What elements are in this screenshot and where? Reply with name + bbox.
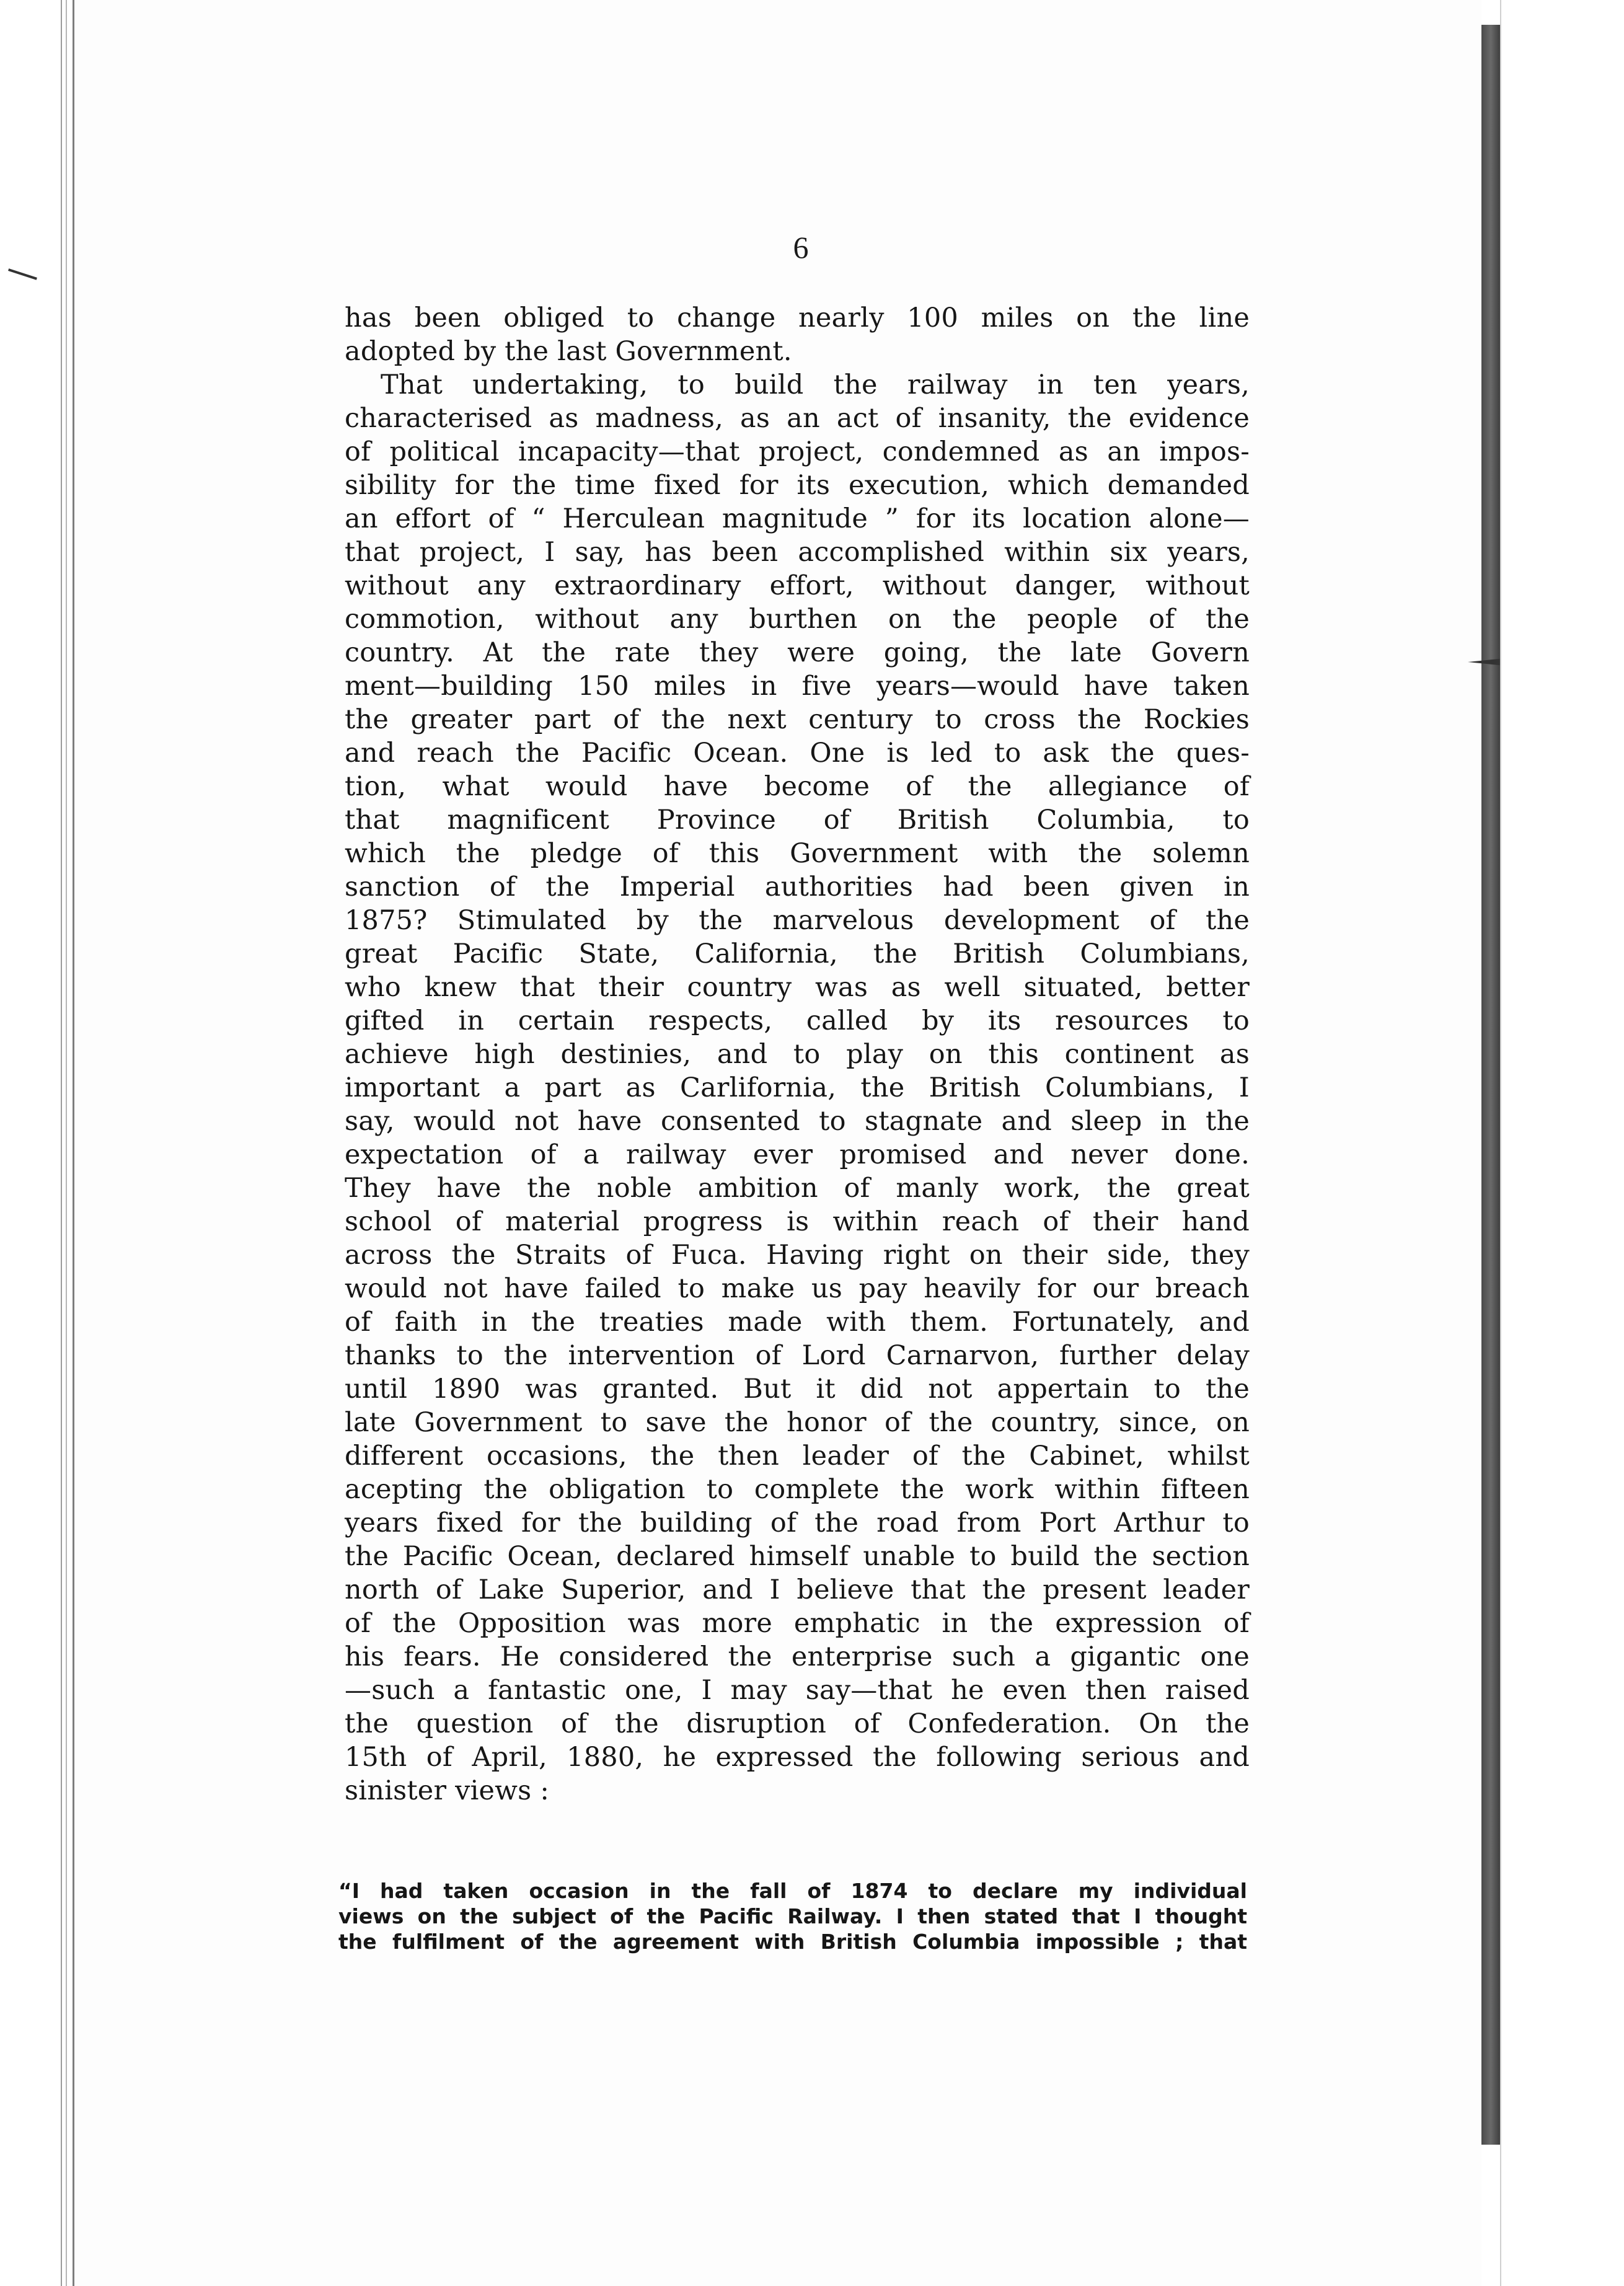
quote-line: the fulfilment of the agreement with British Columbia impossible ; that bbox=[338, 1930, 1247, 1954]
text-line: north of Lake Superior, and I believe that the present leader bbox=[345, 1574, 1250, 1605]
text-line: sibility for the time fixed for its execution, which demanded bbox=[345, 470, 1250, 501]
text-line: thanks to the intervention of Lord Carnarvon, further delay bbox=[345, 1340, 1250, 1371]
text-line: acepting the obligation to complete the work within fifteen bbox=[345, 1474, 1250, 1505]
text-line: and reach the Pacific Ocean. One is led to ask the ques- bbox=[345, 738, 1250, 769]
body-text bbox=[345, 301, 1250, 1807]
quote-line: views on the subject of the Pacific Railway. I then stated that I thought bbox=[338, 1904, 1247, 1928]
text-line: the question of the disruption of Confederation. On the bbox=[345, 1708, 1250, 1739]
text-line: commotion, without any burthen on the people of the bbox=[345, 604, 1250, 635]
text-line: of faith in the treaties made with them. Fortunately, and bbox=[345, 1307, 1250, 1338]
text-line: an effort of “ Herculean magnitude ” for its location alone— bbox=[345, 503, 1250, 534]
binding-gutter bbox=[1481, 25, 1500, 2145]
text-line: —such a fantastic one, I may say—that he even then raised bbox=[345, 1675, 1250, 1706]
text-line: That undertaking, to build the railway in ten years, bbox=[381, 369, 1250, 400]
text-line: that project, I say, has been accomplished within six years, bbox=[345, 537, 1250, 568]
text-line: important a part as Carlifornia, the British Columbians, I bbox=[345, 1072, 1250, 1103]
text-line: sinister views : bbox=[345, 1775, 550, 1806]
text-line: gifted in certain respects, called by its resources to bbox=[345, 1005, 1250, 1036]
text-line: characterised as madness, as an act of insanity, the evidence bbox=[345, 403, 1250, 434]
text-line: without any extraordinary effort, without danger, without bbox=[345, 570, 1250, 601]
text-line: say, would not have consented to stagnate and sleep in the bbox=[345, 1106, 1250, 1137]
quotation-text bbox=[338, 1878, 1247, 1954]
text-line: would not have failed to make us pay heavily for our breach bbox=[345, 1273, 1250, 1304]
text-line: expectation of a railway ever promised and never done. bbox=[345, 1139, 1250, 1170]
text-line: that magnificent Province of British Columbia, to bbox=[345, 805, 1250, 836]
text-line: of the Opposition was more emphatic in the expression of bbox=[345, 1608, 1250, 1639]
text-line: who knew that their country was as well situated, better bbox=[345, 972, 1250, 1003]
text-line: great Pacific State, California, the British Columbians, bbox=[345, 938, 1250, 969]
text-line: the greater part of the next century to cross the Rockies bbox=[345, 704, 1250, 735]
text-line: 15th of April, 1880, he expressed the following serious and bbox=[345, 1742, 1250, 1773]
text-line: which the pledge of this Government with the solemn bbox=[345, 838, 1250, 869]
scan-margin-mark bbox=[5, 268, 37, 289]
text-line: across the Straits of Fuca. Having right on their side, they bbox=[345, 1240, 1250, 1271]
text-line: achieve high destinies, and to play on this continent as bbox=[345, 1039, 1250, 1070]
adjacent-page-edge bbox=[1500, 0, 1624, 2286]
text-line: years fixed for the building of the road from Port Arthur to bbox=[345, 1507, 1250, 1538]
quote-line: “I had taken occasion in the fall of 1874 to declare my individual bbox=[338, 1879, 1247, 1903]
text-line: until 1890 was granted. But it did not appertain to the bbox=[345, 1374, 1250, 1405]
text-line: ment—building 150 miles in five years—would have taken bbox=[345, 671, 1250, 702]
text-line: late Government to save the honor of the country, since, on bbox=[345, 1407, 1250, 1438]
left-page-edges bbox=[61, 0, 74, 2286]
text-line: tion, what would have become of the allegiance of bbox=[345, 771, 1250, 802]
text-line: school of material progress is within reach of their hand bbox=[345, 1206, 1250, 1237]
text-line: country. At the rate they were going, the late Govern bbox=[345, 637, 1250, 668]
text-line: adopted by the last Government. bbox=[345, 336, 792, 367]
text-line: his fears. He considered the enterprise such a gigantic one bbox=[345, 1641, 1250, 1672]
text-line: has been obliged to change nearly 100 miles on the line bbox=[345, 302, 1250, 333]
text-line: 1875? Stimulated by the marvelous development of the bbox=[345, 905, 1250, 936]
text-line: sanction of the Imperial authorities had been given in bbox=[345, 872, 1250, 902]
text-line: different occasions, the then leader of the Cabinet, whilst bbox=[345, 1441, 1250, 1472]
text-line: the Pacific Ocean, declared himself unable to build the section bbox=[345, 1541, 1250, 1572]
page-number: 6 bbox=[793, 230, 809, 265]
text-line: They have the noble ambition of manly work, the great bbox=[345, 1173, 1250, 1204]
text-line: of political incapacity—that project, condemned as an impos- bbox=[345, 436, 1250, 467]
